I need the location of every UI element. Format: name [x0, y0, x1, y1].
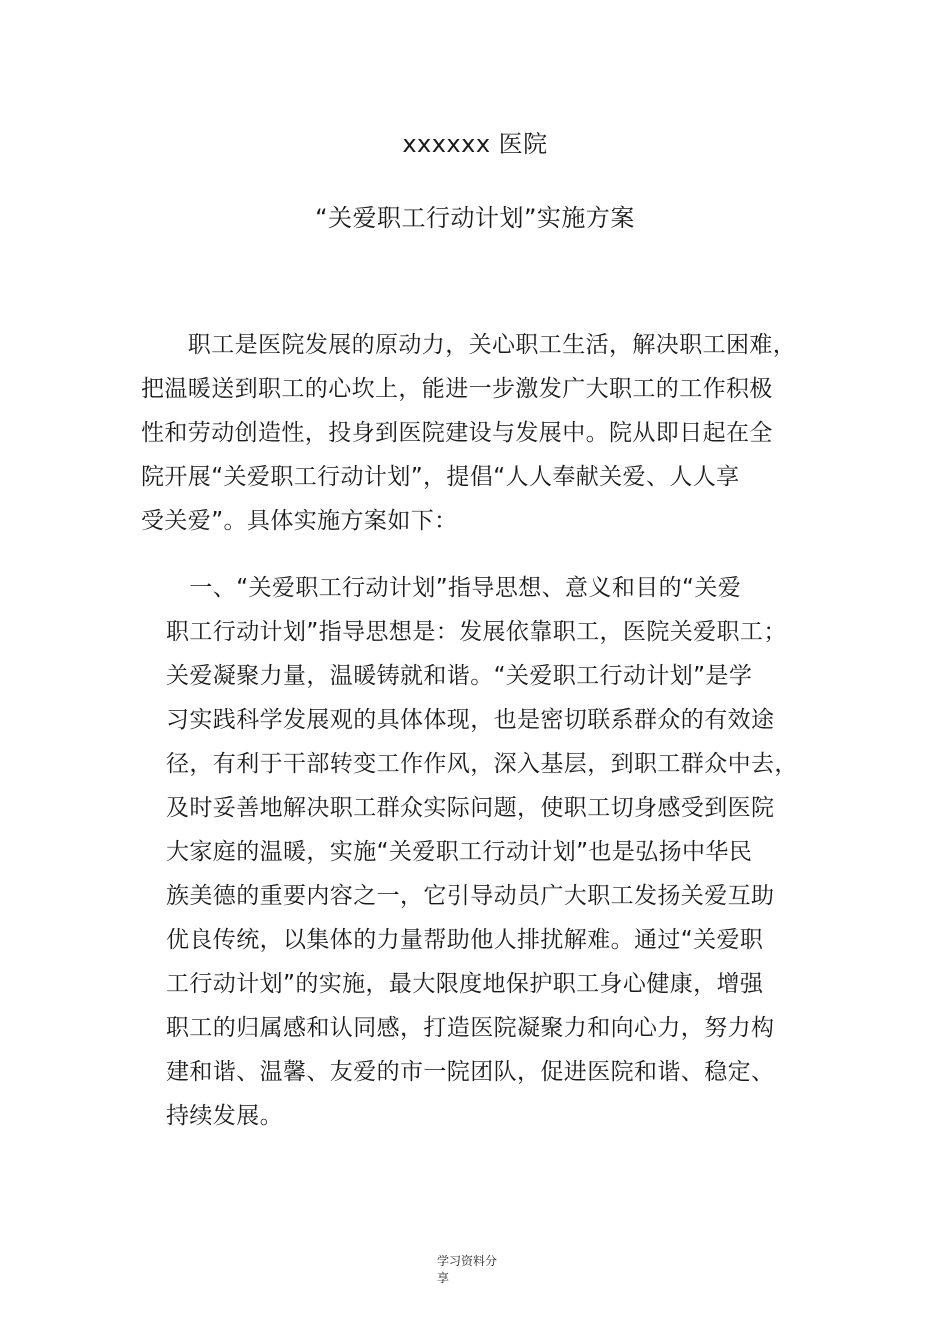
section-1-line: 大家庭的温暖，实施“关爱职工行动计划”也是弘扬中华民: [166, 839, 753, 865]
intro-line: 把温暖送到职工的心坎上，能进一步激发广大职工的工作积极: [141, 376, 773, 402]
section-1-line: 持续发展。: [166, 1103, 283, 1129]
section-1-paragraph: [166, 566, 816, 1138]
intro-line: 性和劳动创造性，投身到医院建设与发展中。院从即日起在全: [141, 420, 773, 446]
intro-line: 职工是医院发展的原动力，关心职工生活，解决职工困难，: [141, 332, 797, 358]
section-1-line: 职工的归属感和认同感，打造医院凝聚力和向心力，努力构: [166, 1015, 775, 1041]
footer-line: 享: [437, 1271, 450, 1285]
document-title-plan: “关爱职工行动计划”实施方案: [315, 204, 635, 232]
section-1-line: 优良传统，以集体的力量帮助他人排扰解难。通过“关爱职: [166, 927, 764, 953]
section-1-line: 职工行动计划”指导思想是：发展依靠职工，医院关爱职工；: [166, 619, 787, 645]
intro-paragraph: [141, 323, 813, 543]
section-1-line: 工行动计划”的实施，最大限度地保护职工身心健康，增强: [166, 971, 764, 997]
section-1-line: 关爱凝聚力量，温暖铸就和谐。“关爱职工行动计划”是学: [166, 663, 753, 689]
intro-line: 受关爱”。具体实施方案如下：: [141, 508, 458, 534]
page-footer: [437, 1253, 517, 1287]
document-title-hospital: xxxxxx 医院: [402, 130, 548, 158]
intro-line: 院开展“关爱职工行动计划”，提倡“人人奉献关爱、人人享: [141, 464, 740, 490]
section-1-line: 径，有利于干部转变工作作风，深入基层，到职工群众中去，: [166, 751, 798, 777]
section-1-line: 及时妥善地解决职工群众实际问题，使职工切身感受到医院: [166, 795, 775, 821]
section-1-line: 一、“关爱职工行动计划”指导思想、意义和目的“关爱: [166, 575, 742, 601]
section-1-line: 族美德的重要内容之一，它引导动员广大职工发扬关爱互助: [166, 883, 775, 909]
footer-line: 学习资料分: [437, 1254, 498, 1268]
section-1-line: 习实践科学发展观的具体体现，也是密切联系群众的有效途: [166, 707, 775, 733]
section-1-line: 建和谐、温馨、友爱的市一院团队，促进医院和谐、稳定、: [166, 1059, 775, 1085]
